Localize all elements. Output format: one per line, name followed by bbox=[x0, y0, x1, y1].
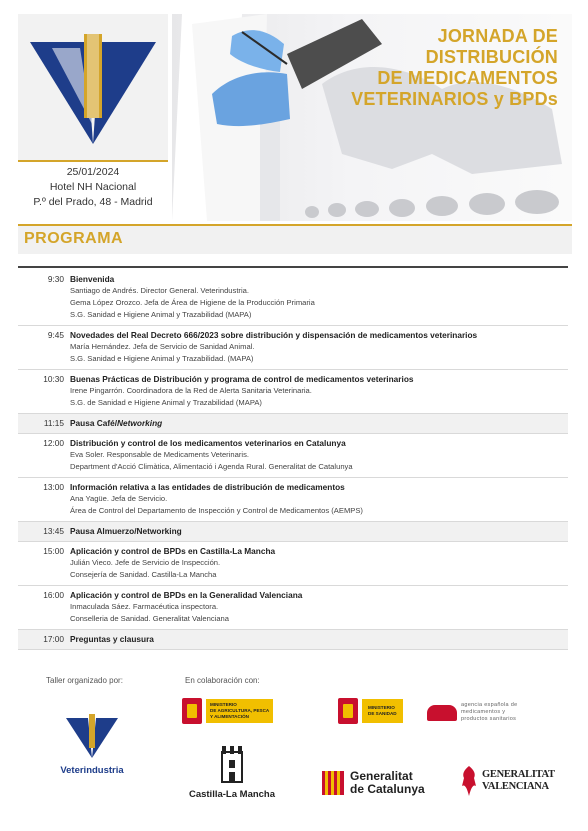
agenda-time: 13:00 bbox=[43, 482, 64, 492]
agenda-title: Bienvenida bbox=[70, 274, 115, 284]
programa-header bbox=[18, 224, 572, 254]
agenda-time: 9:30 bbox=[47, 274, 64, 284]
agenda-time: 9:45 bbox=[47, 330, 64, 340]
sanidad-logo: MINISTERIO DE SANIDAD bbox=[338, 698, 403, 724]
section-title: PROGRAMA bbox=[24, 230, 124, 247]
agenda-time: 11:15 bbox=[43, 418, 64, 428]
gva-bat-icon bbox=[460, 764, 478, 798]
gva-logo: GENERALITAT VALENCIANA bbox=[460, 764, 555, 798]
agenda-time: 13:45 bbox=[43, 526, 64, 536]
aemps-mark-icon bbox=[427, 705, 457, 721]
agenda-title: Pausa Almuerzo/Networking bbox=[70, 526, 182, 536]
agenda-table bbox=[18, 266, 568, 650]
agenda-row-break bbox=[18, 414, 568, 434]
agenda-affiliation: Área de Control del Departamento de Inspección y Control de Medicamentos (AEMPS) bbox=[70, 506, 363, 515]
spain-coat-of-arms-icon bbox=[338, 698, 358, 724]
agenda-affiliation: Conselleria de Sanidad. Generalitat Valenciana bbox=[70, 614, 230, 623]
agenda-speaker: Ana Yagüe. Jefa de Servicio. bbox=[70, 494, 168, 503]
spain-coat-of-arms-icon bbox=[182, 698, 202, 724]
agenda-speaker: María Hernández. Jefa de Servicio de Sanidad Animal. bbox=[70, 342, 255, 351]
event-address: P.º del Prado, 48 - Madrid bbox=[33, 196, 153, 208]
event-info bbox=[18, 160, 168, 210]
agenda-speaker: Gema López Orozco. Jefa de Área de Higiene de la Producción Primaria bbox=[70, 298, 315, 307]
hero-banner bbox=[172, 14, 572, 221]
collaboration-label: En colaboración con: bbox=[185, 676, 260, 685]
organizer-name: Veterindustria bbox=[60, 765, 124, 776]
veterindustria-footer-logo bbox=[52, 712, 132, 776]
agenda-speaker: Eva Soler. Responsable de Medicaments Veterinaris. bbox=[70, 450, 249, 459]
veterindustria-logo bbox=[18, 14, 168, 160]
senyera-icon bbox=[322, 771, 344, 795]
agenda-affiliation: S.G. de Sanidad e Higiene Animal y Trazabilidad (MAPA) bbox=[70, 398, 262, 407]
agenda-affiliation: S.G. Sanidad e Higiene Animal y Trazabilidad (MAPA) bbox=[70, 310, 252, 319]
agenda-speaker: Julián Vieco. Jefe de Servicio de Inspección. bbox=[70, 558, 221, 567]
agenda-row bbox=[18, 370, 568, 414]
agenda-row bbox=[18, 542, 568, 586]
agenda-affiliation: Consejería de Sanidad. Castilla-La Mancha bbox=[70, 570, 217, 579]
agenda-time: 17:00 bbox=[43, 634, 64, 644]
agenda-title: Información relativa a las entidades de distribución de medicamentos bbox=[70, 482, 345, 492]
event-date: 25/01/2024 bbox=[66, 166, 120, 178]
agenda-row bbox=[18, 266, 568, 326]
event-venue: Hotel NH Nacional bbox=[49, 181, 137, 193]
agenda-speaker: Santiago de Andrés. Director General. Veterindustria. bbox=[70, 286, 249, 295]
agenda-speaker: Irene Pingarrón. Coordinadora de la Red de Alerta Sanitaria Veterinaria. bbox=[70, 386, 312, 395]
gencat-logo: Generalitat de Catalunya bbox=[322, 770, 425, 796]
veterindustria-v-icon bbox=[64, 712, 120, 760]
agenda-title: Buenas Prácticas de Distribución y programa de control de medicamentos veterinarios bbox=[70, 374, 414, 384]
agenda-title: Distribución y control de los medicamentos veterinarios en Catalunya bbox=[70, 438, 346, 448]
agenda-time: 10:30 bbox=[43, 374, 64, 384]
agenda-title: Novedades del Real Decreto 666/2023 sobre distribución y dispensación de medicamentos veterinarios bbox=[70, 330, 478, 340]
agenda-row bbox=[18, 434, 568, 478]
agenda-row-break bbox=[18, 522, 568, 542]
event-title: JORNADA DE DISTRIBUCIÓN DE MEDICAMENTOS VETERINARIOS y BPDs bbox=[351, 26, 558, 109]
agenda-title: Pausa Café/Networking bbox=[70, 418, 163, 428]
agenda-affiliation: S.G. Sanidad e Higiene Animal y Trazabilidad. (MAPA) bbox=[70, 354, 254, 363]
agenda-row bbox=[18, 326, 568, 370]
agenda-row bbox=[18, 586, 568, 630]
aemps-logo: agencia española de medicamentos y productos sanitarios bbox=[427, 702, 517, 723]
castilla-la-mancha-logo bbox=[184, 744, 280, 800]
agenda-time: 15:00 bbox=[43, 546, 64, 556]
agenda-time: 16:00 bbox=[43, 590, 64, 600]
clm-name: Castilla-La Mancha bbox=[188, 789, 276, 800]
agenda-title: Aplicación y control de BPDs en la Generalidad Valenciana bbox=[70, 590, 303, 600]
agenda-row bbox=[18, 478, 568, 522]
agenda-time: 12:00 bbox=[43, 438, 64, 448]
agenda-row-break bbox=[18, 630, 568, 650]
castle-icon bbox=[219, 744, 245, 784]
agenda-title: Preguntas y clausura bbox=[70, 634, 154, 644]
agenda-speaker: Inmaculada Sáez. Farmacéutica inspectora. bbox=[70, 602, 219, 611]
mapa-logo: MINISTERIO DE AGRICULTURA, PESCA Y ALIMENTACIÓN bbox=[182, 698, 273, 724]
agenda-title: Aplicación y control de BPDs en Castilla-La Mancha bbox=[70, 546, 276, 556]
agenda-affiliation: Department d'Acció Climàtica, Alimentació i Agenda Rural. Generalitat de Catalunya bbox=[70, 462, 353, 471]
organized-by-label: Taller organizado por: bbox=[46, 676, 123, 685]
